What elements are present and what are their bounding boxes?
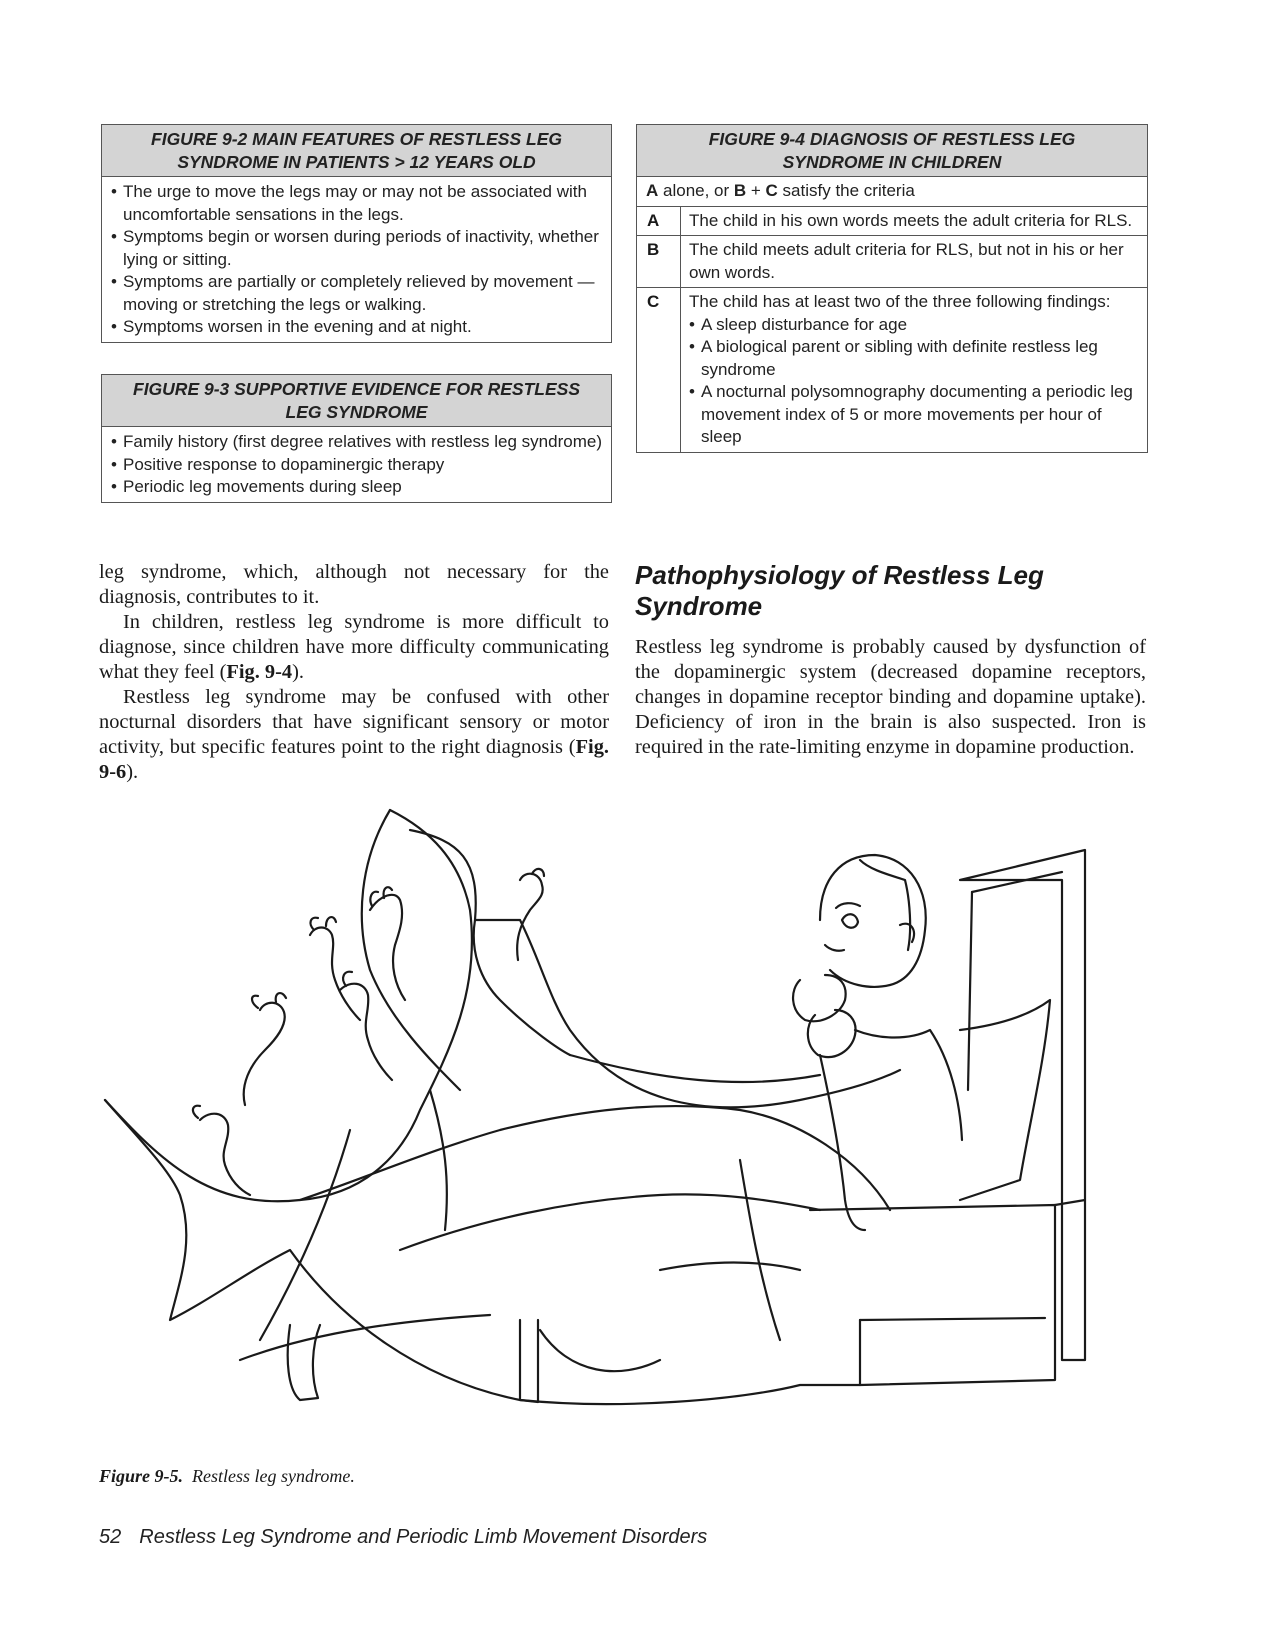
figure-9-2-box xyxy=(101,124,612,343)
criteria-intro-text-1: alone, or xyxy=(658,181,734,200)
figure-9-2-title-line-1: FIGURE 9-2 MAIN FEATURES OF RESTLESS LEG xyxy=(151,129,562,149)
list-item: • Family history (first degree relatives with restless leg syndrome) xyxy=(111,431,605,454)
list-item: • The urge to move the legs may or may not be associated with uncomfortable sensations in the legs. xyxy=(111,181,605,226)
criteria-intro-b: B xyxy=(733,181,747,200)
figure-9-4-title-line-2: SYNDROME IN CHILDREN xyxy=(782,152,1002,172)
figure-9-4-title xyxy=(637,125,1147,177)
list-item: • Symptoms begin or worsen during periods of inactivity, whether lying or sitting. xyxy=(111,226,605,271)
list-item: • A biological parent or sibling with definite restless leg syndrome xyxy=(689,336,1139,381)
criteria-text: The child has at least two of the three following findings: xyxy=(689,292,1111,311)
criteria-intro-a: A xyxy=(646,181,659,200)
criteria-intro xyxy=(637,177,1147,206)
figure-caption-label: Figure 9-5. xyxy=(99,1466,184,1486)
list-item: • Periodic leg movements during sleep xyxy=(111,476,605,499)
paragraph xyxy=(99,610,609,685)
figure-reference-link[interactable]: Fig. 9-4 xyxy=(226,661,293,683)
criteria-letter: C xyxy=(637,288,681,452)
left-column-text xyxy=(99,560,609,785)
figure-9-4-box xyxy=(636,124,1148,453)
paragraph-text: Restless leg syndrome may be confused with other nocturnal disorders that have significant sensory or motor activity, but specific features point to the right diagnosis ( xyxy=(99,686,609,758)
criteria-c-findings xyxy=(689,314,1139,449)
criteria-intro-c: C xyxy=(765,181,778,200)
section-heading: Pathophysiology of Restless Leg Syndrome xyxy=(635,560,1044,621)
list-item: • Symptoms are partially or completely relieved by movement — moving or stretching the legs or walking. xyxy=(111,271,605,316)
foot xyxy=(310,928,360,1021)
sleeper-hand xyxy=(793,975,846,1021)
figure-9-3-list xyxy=(102,427,611,502)
criteria-text: The child in his own words meets the adult criteria for RLS. xyxy=(689,210,1133,230)
foot xyxy=(517,874,543,960)
running-title: Restless Leg Syndrome and Periodic Limb Movement Disorders xyxy=(139,1526,708,1548)
criteria-row-a xyxy=(637,206,1147,236)
bed-leg xyxy=(520,1320,538,1402)
criteria-intro-text-2: satisfy the criteria xyxy=(777,181,915,200)
list-item: • A nocturnal polysomnography documenting a periodic leg movement index of 5 or more movements per hour of sleep xyxy=(689,381,1139,449)
criteria-letter: B xyxy=(637,236,681,287)
paragraph-text: ). xyxy=(292,661,304,683)
foot xyxy=(200,1114,250,1195)
figure-9-2-list xyxy=(102,177,611,342)
figure-caption xyxy=(99,1466,355,1487)
figure-9-3-title-line-1: FIGURE 9-3 SUPPORTIVE EVIDENCE FOR RESTLESS xyxy=(133,379,580,399)
paragraph: Restless leg syndrome is probably caused by dysfunction of the dopaminergic system (decreased dopamine receptors, changes in dopamine receptor binding and dopamine uptake). Deficiency of iron in the brain is also suspected. Iron is required in the rate-limiting enzyme in dopamine production. xyxy=(635,636,1146,758)
list-item: • Positive response to dopaminergic therapy xyxy=(111,454,605,477)
figure-9-3-title xyxy=(102,375,611,427)
headboard xyxy=(960,850,1085,1360)
bed-leg xyxy=(288,1325,320,1400)
figure-9-2-title-line-2: SYNDROME IN PATIENTS > 12 YEARS OLD xyxy=(177,152,536,172)
list-item: • Symptoms worsen in the evening and at night. xyxy=(111,316,605,339)
figure-caption-text: Restless leg syndrome. xyxy=(192,1466,355,1486)
figure-9-3-box xyxy=(101,374,612,503)
list-item: • A sleep disturbance for age xyxy=(689,314,1139,337)
right-column-text xyxy=(635,635,1146,760)
paragraph-text: In children, restless leg syndrome is more difficult to diagnose, since children have more difficulty communicating what they feel ( xyxy=(99,611,609,683)
bed-frame xyxy=(810,1205,1055,1385)
criteria-body-c xyxy=(681,288,1147,452)
figure-9-3-title-line-2: LEG SYNDROME xyxy=(285,402,428,422)
foot xyxy=(244,1003,285,1105)
page-number: 52 xyxy=(99,1526,122,1548)
criteria-row-c xyxy=(637,287,1147,452)
paragraph-text: ). xyxy=(126,761,139,783)
figure-9-4-title-line-1: FIGURE 9-4 DIAGNOSIS OF RESTLESS LEG xyxy=(708,129,1076,149)
figure-9-2-title xyxy=(102,125,611,177)
blanket xyxy=(105,1100,860,1404)
pillow xyxy=(960,1000,1050,1200)
criteria-letter: A xyxy=(637,207,681,236)
paragraph xyxy=(99,685,609,785)
criteria-row-b xyxy=(637,235,1147,287)
page-footer xyxy=(99,1526,707,1549)
paragraph: leg syndrome, which, although not necessary for the diagnosis, contributes to it. xyxy=(99,561,609,608)
restless-leg-illustration xyxy=(100,800,1150,1450)
sleeper-eye xyxy=(842,914,858,928)
figure-reference-link[interactable]: Fig. 9-6 xyxy=(99,736,609,783)
criteria-intro-plus: + xyxy=(746,181,766,200)
criteria-text: The child meets adult criteria for RLS, but not in his or her own words. xyxy=(689,240,1124,282)
